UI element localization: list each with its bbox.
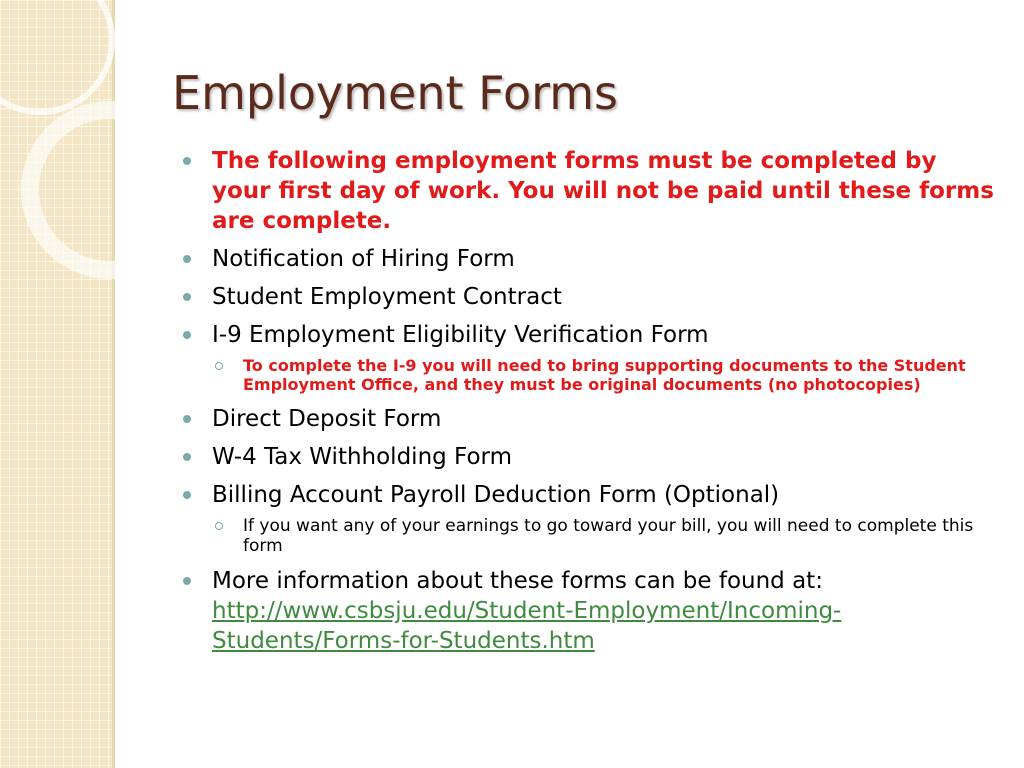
sub-list-item [182, 356, 1002, 394]
bullet-text: I-9 Employment Eligibility Verification Form [212, 322, 709, 348]
bullet-dot-icon [183, 415, 191, 423]
list-item [182, 442, 1002, 472]
sub-bullet-text: To complete the I-9 you will need to bring supporting documents to the Student Employment Office, and they must be original documents (no photocopies) [243, 356, 966, 394]
list-item [182, 480, 1002, 510]
decorative-rings-icon [0, 0, 140, 300]
list-item [182, 566, 1002, 656]
list-item [182, 244, 1002, 274]
bullet-text: More information about these forms can be found at: [212, 568, 823, 594]
bullet-dot-icon [183, 293, 191, 301]
bullet-text: The following employment forms must be completed by your first day of work. You will not be paid until these forms are complete. [212, 148, 994, 234]
bullet-dot-icon [183, 453, 191, 461]
bullet-text: Direct Deposit Form [212, 406, 442, 432]
bullet-text: Student Employment Contract [212, 284, 562, 310]
bullet-text: Notification of Hiring Form [212, 246, 515, 272]
list-item [182, 320, 1002, 350]
bullet-list [182, 146, 1002, 664]
slide-title: Employment Forms [172, 66, 618, 120]
bullet-dot-icon [183, 331, 191, 339]
bullet-dot-icon [183, 255, 191, 263]
bullet-ring-icon [215, 362, 223, 370]
list-item [182, 146, 1002, 236]
bullet-dot-icon [183, 491, 191, 499]
list-item [182, 404, 1002, 434]
bullet-dot-icon [183, 157, 191, 165]
bullet-text: W-4 Tax Withholding Form [212, 444, 512, 470]
bullet-ring-icon [215, 522, 223, 530]
list-item [182, 282, 1002, 312]
forms-link[interactable]: http://www.csbsju.edu/Student-Employment/Incoming-Students/Forms-for-Students.htm [212, 598, 842, 654]
sub-list-item [182, 516, 1002, 556]
sub-bullet-text: If you want any of your earnings to go toward your bill, you will need to complete this form [243, 516, 974, 556]
bullet-text: Billing Account Payroll Deduction Form (Optional) [212, 482, 780, 508]
bullet-dot-icon [183, 577, 191, 585]
